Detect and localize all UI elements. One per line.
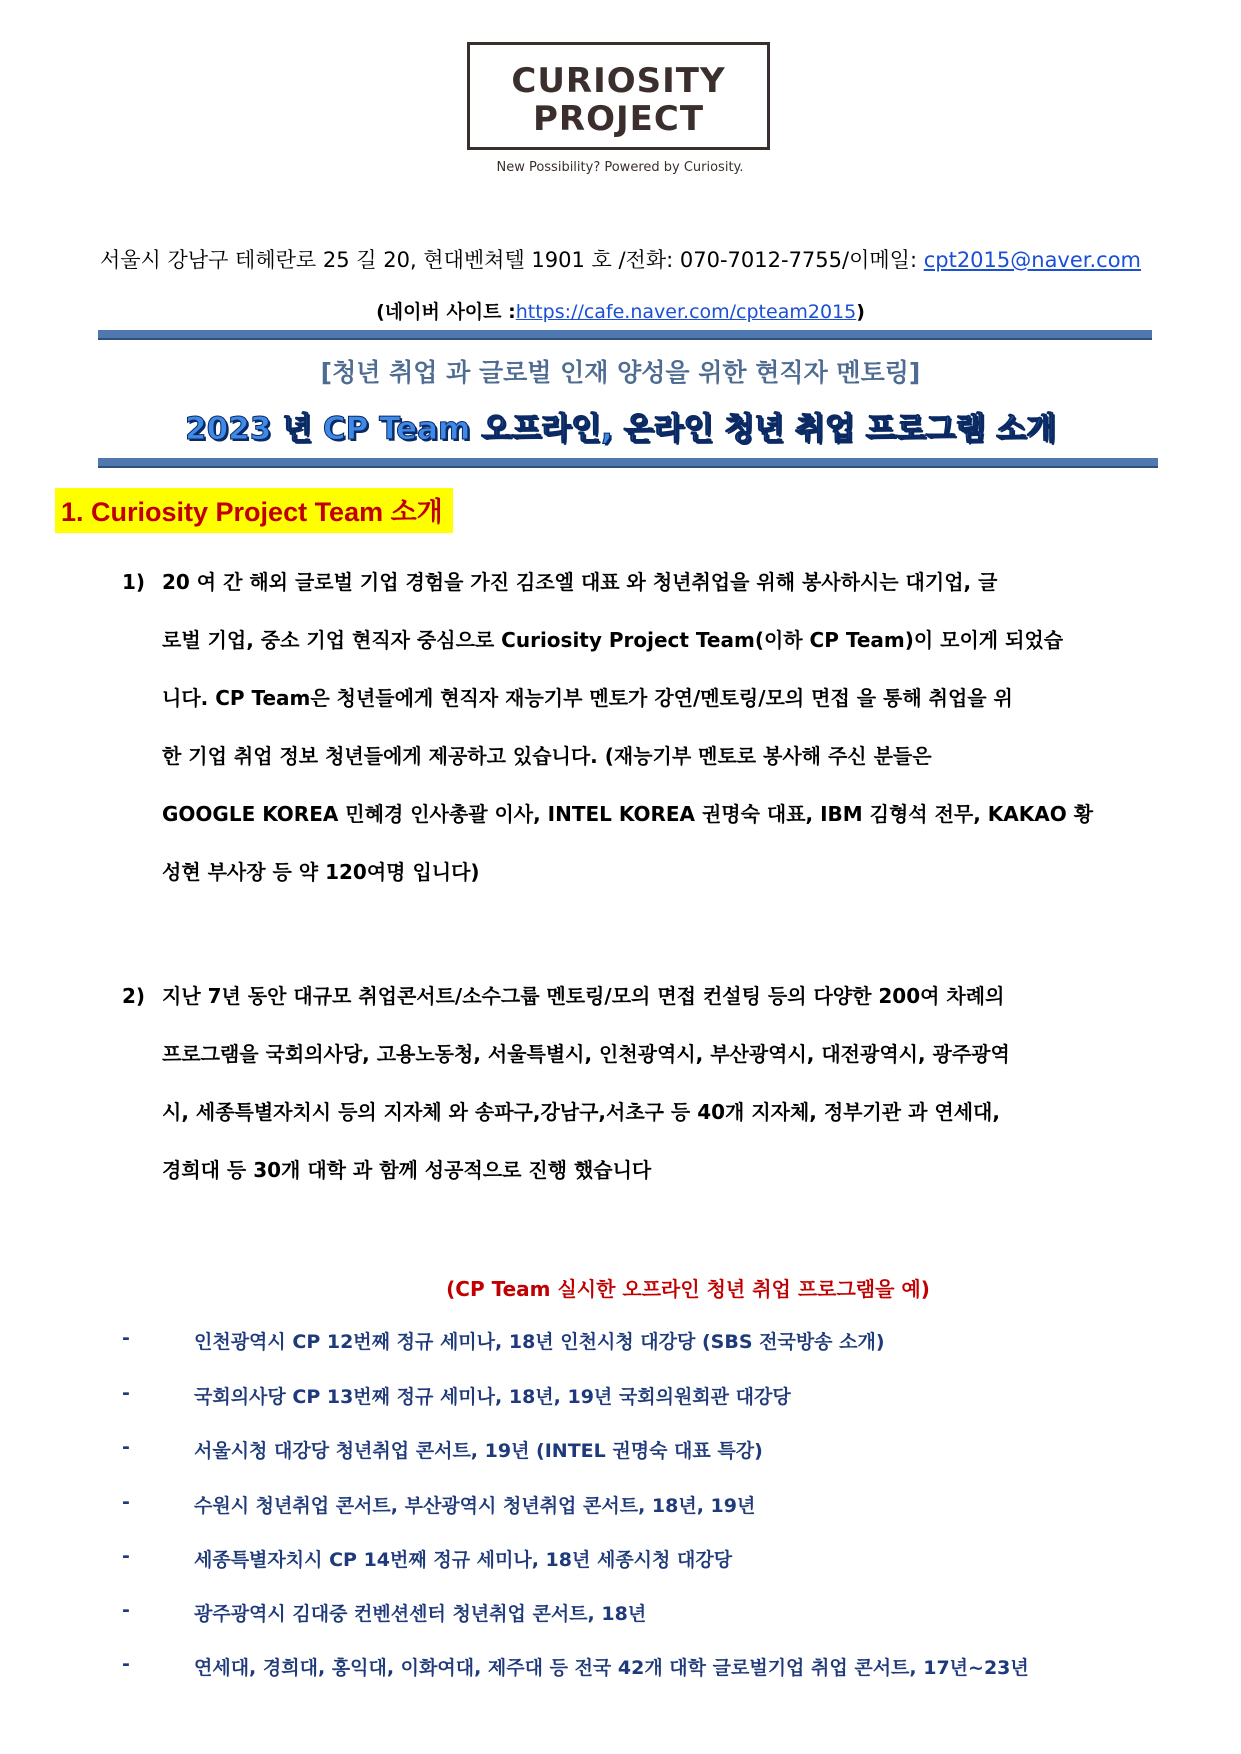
example-item-text: 인천광역시 CP 12번째 정규 세미나, 18년 인천시청 대강당 (SBS 전국방송 소개) [194, 1331, 885, 1353]
bullet-dash: - [122, 1599, 130, 1621]
bullet-dash: - [122, 1545, 130, 1567]
logo-tagline: New Possibility? Powered by Curiosity. [496, 160, 744, 175]
example-item-text: 연세대, 경희대, 홍익대, 이화여대, 제주대 등 전국 42개 대학 글로벌기업 취업 콘서트, 17년~23년 [194, 1657, 1029, 1679]
logo-line-1: CURIOSITY [511, 61, 726, 101]
example-item-text: 세종특별자치시 CP 14번째 정규 세미나, 18년 세종시청 대강당 [194, 1549, 733, 1571]
paragraph-line: 경희대 등 30개 대학 과 함께 성공적으로 진행 했습니다 [162, 1158, 652, 1182]
bullet-dash: - [122, 1491, 130, 1513]
paragraph-line: 프로그램을 국회의사당, 고용노동청, 서울특별시, 인천광역시, 부산광역시, 대전광역시, 광주광역 [162, 1042, 1010, 1066]
naver-site-line [0, 297, 1241, 324]
email-link[interactable]: cpt2015@naver.com [923, 248, 1142, 272]
paragraph-line: 로벌 기업, 중소 기업 현직자 중심으로 Curiosity Project Team(이하 CP Team)이 모이게 되었습 [162, 628, 1064, 652]
paragraph-2 [122, 967, 1192, 1199]
paragraph-line: 한 기업 취업 정보 청년들에게 제공하고 있습니다. (재능기부 멘토로 봉사해 주신 분들은 [162, 744, 932, 768]
bullet-dash: - [122, 1653, 130, 1675]
curiosity-project-logo [467, 42, 770, 150]
logo-line-2: PROJECT [532, 99, 705, 139]
bullet-dash: - [122, 1382, 130, 1404]
document-subtitle: [청년 취업 과 글로벌 인재 양성을 위한 현직자 멘토링] [320, 358, 921, 387]
bottom-divider [98, 458, 1158, 468]
paragraph-line: 20 여 간 해외 글로벌 기업 경험을 가진 김조엘 대표 와 청년취업을 위해 봉사하시는 대기업, 글 [162, 570, 998, 594]
document-title: 2023 년 CP Team 오프라인, 온라인 청년 취업 프로그램 소개 [185, 411, 1056, 447]
paragraph-line: 지난 7년 동안 대규모 취업콘서트/소수그룹 멘토링/모의 면접 컨설팅 등의 다양한 200여 차례의 [162, 984, 1005, 1008]
bullet-dash: - [122, 1436, 130, 1458]
paragraph-line: 성현 부사장 등 약 120여명 입니다) [162, 860, 480, 884]
bullet-dash: - [122, 1327, 130, 1349]
paragraph-2-number: 2) [122, 984, 146, 1008]
paragraph-line: 시, 세종특별자치시 등의 지자체 와 송파구,강남구,서초구 등 40개 지자체, 정부기관 과 연세대, [162, 1100, 1000, 1124]
example-item-text: 국회의사당 CP 13번째 정규 세미나, 18년, 19년 국회의원회관 대강당 [194, 1386, 791, 1408]
site-url-link[interactable]: https://cafe.naver.com/cpteam2015 [515, 301, 857, 323]
address-text: 서울시 강남구 테헤란로 25 길 20, 현대벤쳐텔 1901 호 /전화: 070-7012-7755/이메일: [99, 248, 924, 272]
paragraph-1 [122, 553, 1192, 901]
example-item-text: 광주광역시 김대중 컨벤션센터 청년취업 콘서트, 18년 [194, 1603, 647, 1625]
paragraph-1-number: 1) [122, 570, 146, 594]
example-item-text: 서울시청 대강당 청년취업 콘서트, 19년 (INTEL 권명숙 대표 특강) [194, 1440, 763, 1462]
section-1-heading: 1. Curiosity Project Team 소개 [55, 488, 453, 533]
paragraph-line: GOOGLE KOREA 민혜경 인사총괄 이사, INTEL KOREA 권명숙 대표, IBM 김형석 전무, KAKAO 황 [162, 802, 1094, 826]
site-label: (네이버 사이트 : [376, 301, 516, 323]
top-divider [98, 330, 1152, 340]
examples-heading: (CP Team 실시한 오프라인 청년 취업 프로그램을 예) [446, 1277, 930, 1301]
paragraph-line: 니다. CP Team은 청년들에게 현직자 재능기부 멘토가 강연/멘토링/모의 면접 을 통해 취업을 위 [162, 686, 1013, 710]
site-close-paren: ) [856, 301, 865, 323]
contact-address [0, 244, 1241, 274]
example-item-text: 수원시 청년취업 콘서트, 부산광역시 청년취업 콘서트, 18년, 19년 [194, 1495, 756, 1517]
